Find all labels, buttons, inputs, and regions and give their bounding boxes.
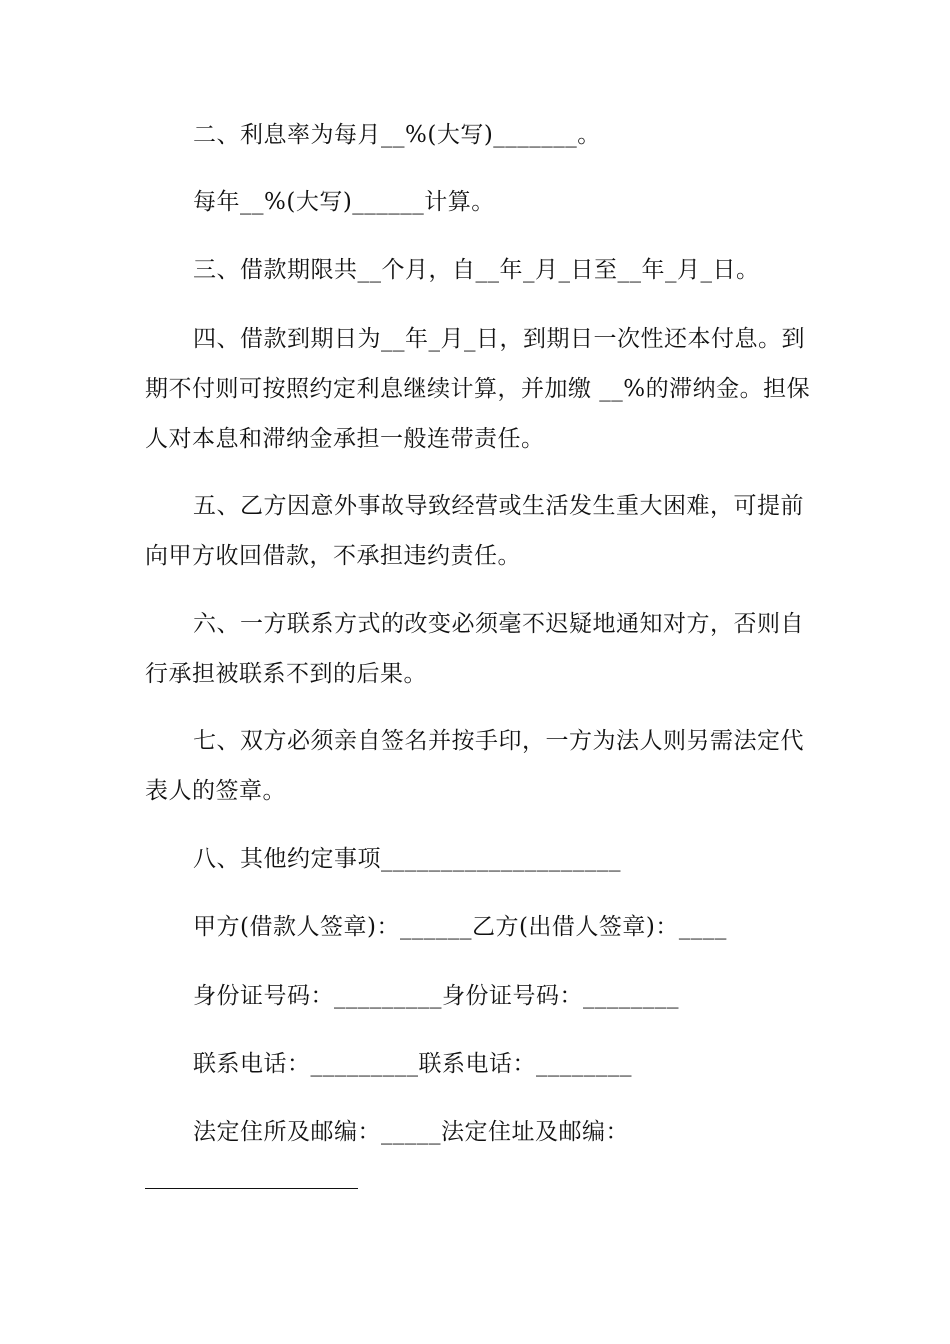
phone-line: 联系电话：_________联系电话：________ (193, 1051, 632, 1077)
clause-5-line-2: 向甲方收回借款，不承担违约责任。 (145, 543, 521, 569)
address-blank-rule (145, 1188, 358, 1189)
id-number-line: 身份证号码：_________身份证号码：________ (193, 983, 679, 1009)
clause-7-line-1: 七、双方必须亲自签名并按手印，一方为法人则另需法定代 (193, 728, 804, 754)
clause-4-line-1: 四、借款到期日为__年_月_日，到期日一次性还本付息。到 (193, 326, 805, 352)
address-line: 法定住所及邮编：_____法定住址及邮编： (193, 1119, 629, 1145)
clause-7-line-2: 表人的签章。 (145, 778, 286, 804)
clause-2-line-2: 每年__%(大写)______计算。 (193, 189, 495, 215)
clause-5-line-1: 五、乙方因意外事故导致经营或生活发生重大困难，可提前 (193, 493, 804, 519)
signature-line: 甲方(借款人签章)：______乙方(出借人签章)：____ (193, 914, 727, 940)
clause-4-line-3: 人对本息和滞纳金承担一般连带责任。 (145, 426, 545, 452)
clause-4-line-2: 期不付则可按照约定利息继续计算，并加缴 __%的滞纳金。担保 (145, 376, 811, 402)
clause-8-line-1: 八、其他约定事项____________________ (193, 846, 621, 872)
clause-3-line-1: 三、借款期限共__个月，自__年_月_日至__年_月_日。 (193, 257, 760, 283)
clause-2-line-1: 二、利息率为每月__%(大写)_______。 (193, 122, 601, 148)
clause-6-line-1: 六、一方联系方式的改变必须毫不迟疑地通知对方，否则自 (193, 611, 804, 637)
clause-6-line-2: 行承担被联系不到的后果。 (145, 661, 427, 687)
